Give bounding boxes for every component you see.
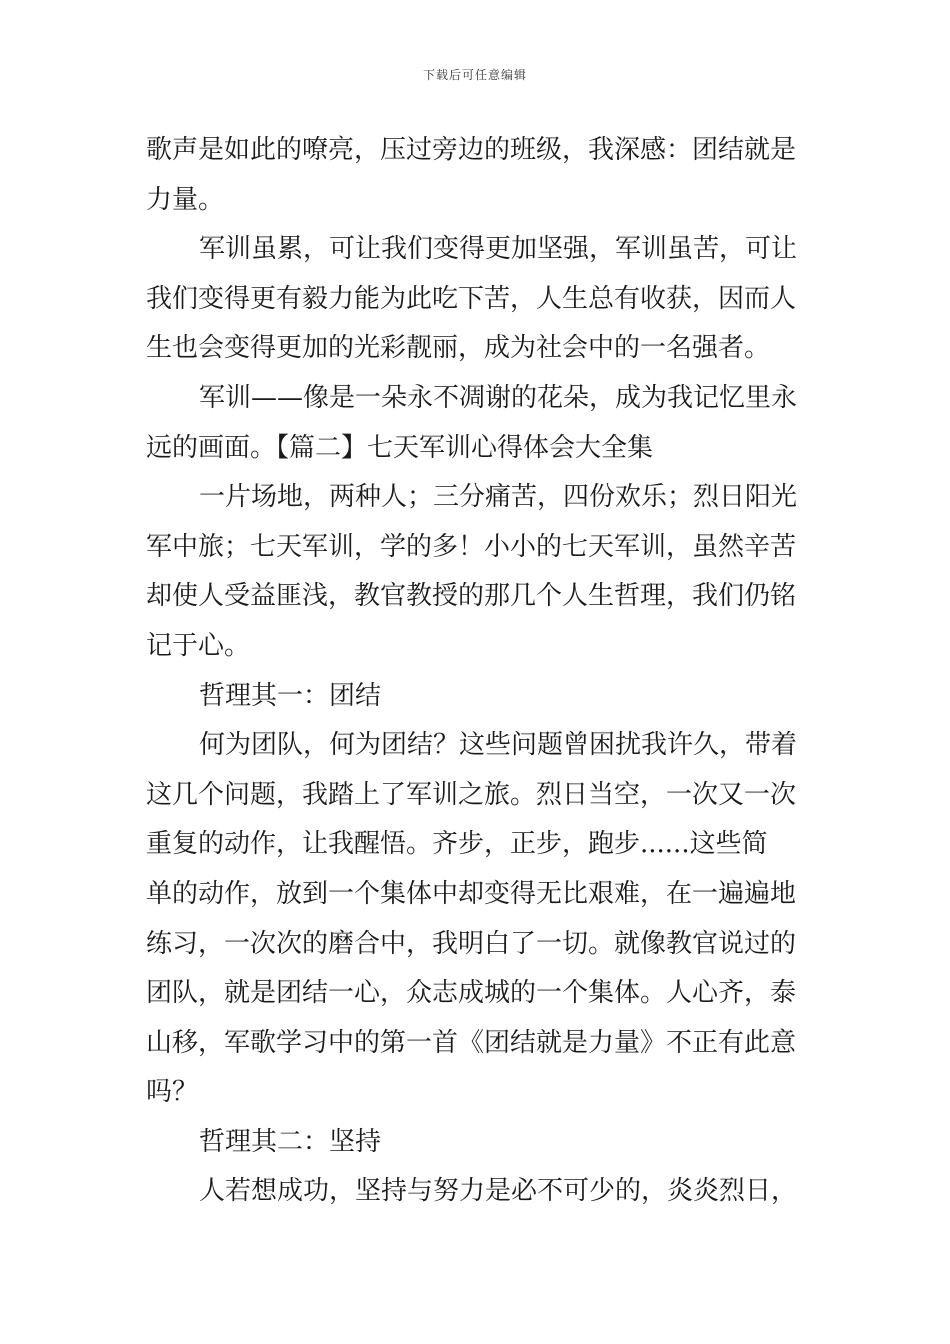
text-line: 军训——像是一朵永不凋谢的花朵，成为我记忆里永 — [199, 382, 798, 413]
document-body — [146, 126, 808, 1217]
text-line: 力量。 — [146, 184, 225, 215]
text-line: 军中旅；七天军训，学的多！小小的七天军训，虽然辛苦 — [146, 531, 797, 562]
text-line: 一片场地，两种人；三分痛苦，四份欢乐；烈日阳光 — [199, 482, 798, 513]
text-line: 何为团队，何为团结？这些问题曾困扰我许久，带着 — [199, 730, 798, 761]
text-line: 记于心。 — [146, 630, 251, 661]
page-header-note: 下载后可任意编辑 — [422, 68, 527, 82]
text-line: 却使人受益匪浅，教官教授的那几个人生哲理，我们仍铭 — [146, 581, 797, 612]
text-line: 吗？ — [146, 1077, 199, 1108]
text-line: 山移，军歌学习中的第一首《团结就是力量》不正有此意 — [146, 1027, 797, 1058]
text-line: 人若想成功，坚持与努力是必不可少的，炎炎烈日， — [199, 1176, 798, 1207]
text-line: 远的画面。【篇二】七天军训心得体会大全集 — [146, 432, 654, 463]
section-heading: 哲理其二：坚持 — [199, 1126, 382, 1157]
text-line: 我们变得更有毅力能为此吃下苦，人生总有收获，因而人 — [146, 283, 797, 314]
text-line: 生也会变得更加的光彩靓丽，成为社会中的一名强者。 — [146, 333, 771, 364]
text-line: 重复的动作，让我醒悟。齐步，正步，跑步......这些简 — [146, 829, 768, 860]
text-line: 军训虽累，可让我们变得更加坚强，军训虽苦，可让 — [199, 234, 798, 265]
text-line: 团队，就是团结一心，众志成城的一个集体。人心齐，泰 — [146, 978, 797, 1009]
text-line: 单的动作，放到一个集体中却变得无比艰难，在一遍遍地 — [146, 878, 797, 909]
text-line: 这几个问题，我踏上了军训之旅。烈日当空，一次又一次 — [146, 779, 797, 810]
text-line: 练习，一次次的磨合中，我明白了一切。就像教官说过的 — [146, 928, 797, 959]
section-heading: 哲理其一：团结 — [199, 680, 382, 711]
text-line: 歌声是如此的嘹亮，压过旁边的班级，我深感：团结就是 — [146, 135, 797, 165]
